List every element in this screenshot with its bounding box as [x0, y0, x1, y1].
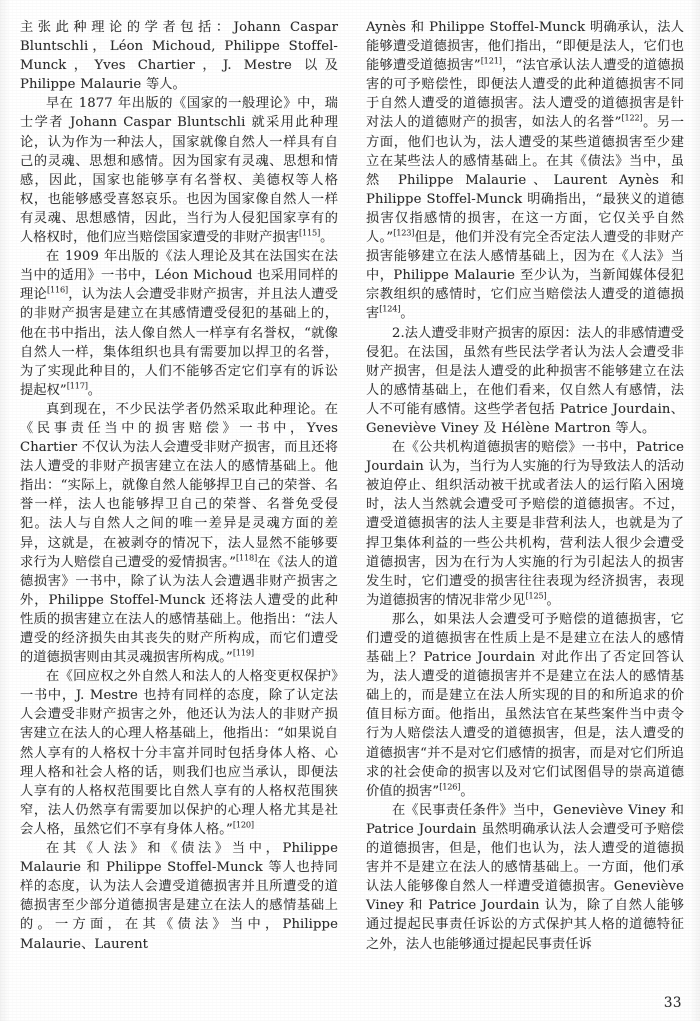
paragraph-text: 在《回应权之外自然人和法人的人格变更权保护》一书中，J. Mestre 也持有同样的态度，除了认定法人会遭受非财产损害之外，他还认为法人的非财产损害建立在法人的心理人格基础上，他指出：“如果说自然人享有的人格权十分丰富并同时包括身体人格、心理人格和社会人格的话，则我们也应当承认，即便法人享有的人格权范围要比自然人享有的人格权范围狭窄，法人仍然享有需要加以保护的心理人格尤其是社会人格，虽然它们不享有身体人格。”	[20, 669, 338, 837]
paragraph-text-tail: 。	[546, 592, 560, 608]
paragraph-text: 在《民事责任条件》当中，Geneviève Viney 和 Patrice Jourdain 虽然明确承认法人会遭受可予赔偿的道德损害，但是，他们也认为，法人遭受的道德损害并不是建立在法人的感情基础上。一方面，他们承认法人能够像自然人一样遭受道德损害。Geneviève Viney 和 Patrice Jourdain 认为，除了自然人能够通过提起民事责任诉讼的方式保护其人格的道德特征之外，法人也能够通过提起民事责任诉	[366, 802, 684, 952]
footnote-marker: [125]	[525, 590, 547, 601]
footnote-marker: [115]	[299, 227, 321, 238]
footnote-marker: [119]	[232, 647, 254, 658]
paragraph-text-tail: 。	[320, 230, 334, 246]
paragraph-text: 真到现在，不少民法学者仍然采取此种理论。在《民事责任当中的损害赔偿》一书中，Yves Chartier 不仅认为法人会遭受非财产损害，而且还将法人遭受的非财产损害建立在法人的感情基础上。他指出：“实际上，就像自然人能够捍卫自己的荣誉、名誉一样，法人也能够捍卫自己的荣誉、名誉免受侵犯。法人与自然人之间的唯一差异是灵魂方面的差异，这就是，在被剥夺的情况下，法人显然不能够要求行为人赔偿自己遭受的爱情损害。”	[20, 401, 338, 570]
text-body	[0, 18, 700, 1021]
paragraph-text: 在 1909 年出版的《法人理论及其在法国实在法当中的适用》一书中，Léon Michoud 也采用同样的理论	[20, 249, 338, 303]
paragraph-text: 那么，如果法人会遭受可予赔偿的道德损害，它们遭受的道德损害在性质上是不是建立在法人的感情基础上？Patrice Jourdain 对此作出了否定回答认为，法人遭受的道德损害并不是建立在法人的感情基础上的，而是建立在法人所实现的目的和所追求的价值目标方面。他指出，虽然法官在某些案件当中责令行为人赔偿法人遭受的道德损害，但是，法人遭受的道德损害“并不是对它们感情的损害，而是对它们所追求的社会使命的损害以及对它们试图倡导的崇高道德价值的损害”	[366, 611, 684, 799]
paragraph	[366, 438, 684, 610]
paragraph-text-tail: 。	[87, 382, 102, 398]
footnote-marker: [117]	[66, 380, 88, 391]
paragraph-text: 主张此种理论的学者包括：Johann Caspar Bluntschli，Léon Michoud, Philippe Stoffel-Munck，Yves Chartier，J. Mestre 以及 Philippe Malaurie 等人。	[20, 20, 338, 93]
footnote-marker: [124]	[379, 304, 401, 315]
paragraph-text-tail: 。另一方面，他们也认为，法人遭受的某些道德损害至少建立在某些法人的感情基础上。在其《债法》当中，虽然 Philippe Malaurie、Laurent Aynès 和 Philippe Stoffel-Munck 明确指出，“最狭义的道德损害仅指感情的损害，在这一方面，它仅关乎自然人。”	[366, 115, 684, 246]
paragraph	[20, 667, 338, 839]
page-number: 33	[663, 995, 682, 1011]
paragraph-text: 在其《人法》和《债法》当中，Philippe Malaurie 和 Philippe Stoffel-Munck 等人也持同样的态度，认为法人会遭受道德损害并且所遭受的道德损害至少部分道德损害是建立在法人的感情基础上的。一方面，在其《债法》当中，Philippe Malaurie、Laurent	[20, 841, 338, 952]
right-column	[366, 18, 684, 1021]
paragraph-text-cont-tail: 。	[400, 306, 414, 322]
footnote-marker: [122]	[621, 113, 643, 124]
paragraph	[20, 94, 338, 247]
footnote-marker: [121]	[480, 55, 502, 66]
footnote-marker: [118]	[236, 552, 258, 563]
paragraph-text-tail: 。	[460, 783, 474, 799]
paragraph	[20, 839, 338, 954]
paragraph-text: 在《公共机构道德损害的赔偿》一书中，Patrice Jourdain 认为，当行为人实施的行为导致法人的活动被迫停止、组织活动被干扰或者法人的运行陷入困境时，法人当然就会遭受可予赔偿的道德损害。不过，遭受道德损害的法人主要是非营利法人，也就是为了捍卫集体利益的一些公共机构，营利法人很少会遭受道德损害，因为在行为人实施的行为引起法人的损害发生时，它们遭受的损害往往表现为经济损害，表现为道德损害的情况非常少见	[366, 440, 684, 608]
paragraph-text-cont: 但是，他们并没有完全否定法人遭受的非财产损害能够建立在法人感情基础上，因为在《人法》当中，Philippe Malaurie 至少认为，当新闻媒体侵犯宗教组织的感情时，它们应当赔偿法人遭受的道德损害	[366, 230, 684, 322]
paragraph-text: 早在 1877 年出版的《国家的一般理论》中，瑞士学者 Johann Caspar Bluntschli 就采用此种理论，认为作为一种法人，国家就像自然人一样具有自己的灵魂、思想和感情。因为国家有灵魂、思想和情感，因此，国家也能够享有名誉权、美德权等人格权，也能够感受喜怒哀乐。也因为国家像自然人一样有灵魂、思想感情，因此，当行为人侵犯国家享有的人格权时，他们应当赔偿国家遭受的非财产损害	[20, 96, 338, 246]
footnote-marker: [116]	[47, 284, 69, 295]
paragraph	[366, 610, 684, 801]
paragraph	[20, 18, 338, 94]
paragraph-text: 2.法人遭受非财产损害的原因：法人的非感情遭受侵犯。在法国，虽然有些民法学者认为法人会遭受非财产损害，但是法人遭受的此种损害不能够建立在法人的感情基础上，在他们看来，仅自然人有感情，法人不可能有感情。这些学者包括 Patrice Jourdain、Geneviève Viney 及 Hélène Martron 等人。	[366, 325, 684, 436]
paragraph	[20, 400, 338, 667]
paragraph	[366, 801, 684, 954]
paragraph	[366, 324, 684, 439]
paragraph-text-mid: ，认为法人会遭受非财产损害，并且法人遭受的非财产损害是建立在其感情遭受侵犯的基础上的，他在书中指出，法人像自然人一样享有名誉权，“就像自然人一样，集体组织也具有需要加以捍卫的名誉，为了实现此种目的，人们不能够否定它们享有的诉讼提起权”	[20, 287, 338, 398]
paragraph-text-mid: 在《法人的道德损害》一书中，除了认为法人会遭遇非财产损害之外，Philippe Stoffel-Munck 还将法人遭受的此种性质的损害建立在法人的感情基础上。他指出：“法人遭受的经济损失由其丧失的财产所构成，而它们遭受的道德损害则由其灵魂损害所构成。”	[20, 554, 339, 666]
paragraph-text: Aynès 和 Philippe Stoffel-Munck 明确承认，法人能够遭受道德损害，他们指出，“即便是法人，它们也能够遭受道德损害”	[366, 20, 684, 74]
footnote-marker: [120]	[232, 819, 254, 830]
footnote-marker: [123]	[393, 227, 415, 238]
paragraph-text-mid: ，“法官承认法人遭受的道德损害的可予赔偿性，即便法人遭受的此种道德损害不同于自然人遭受的道德损害。法人遭受的道德损害是针对法人的道德财产的损害，如法人的名誉”	[366, 58, 684, 131]
paragraph	[20, 247, 338, 400]
left-column	[20, 18, 338, 1021]
footnote-marker: [126]	[439, 781, 461, 792]
paragraph	[366, 18, 684, 324]
